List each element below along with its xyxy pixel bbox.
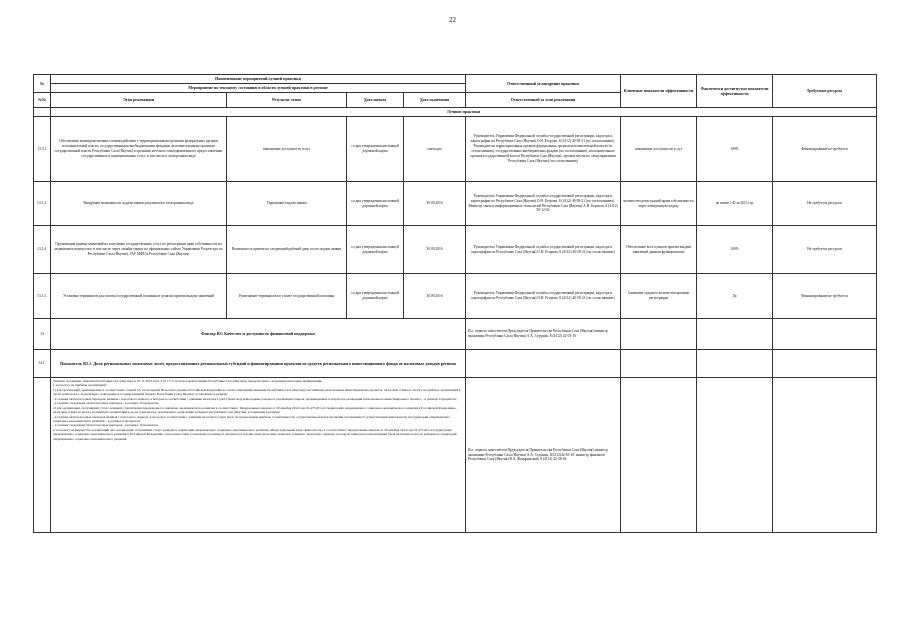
- text-block-row: [34, 378, 877, 533]
- row-stage: Обеспечение межведомственного взаимодействия с территориальными органами федеральных органов исполнительной власти, государственными внебюджетными фондами, исполнительными органами государственной власти Республики Саха (Якутия) и органами местного самоуправления по предоставлению государственных и муниципальных услуг, в том числе в электронном виде: [51, 117, 227, 182]
- row-stage: Организация приема заявлений на получение государственных услуг по регистрации прав собственности на недвижимое имущество, в том числе через онлайн-сервис на официальных сайтах Управления Росреестра по Республике Саха (Якутия), ГАУ МФЦ в Республике Саха (Якутия): [51, 226, 227, 274]
- row-responsible: Руководитель Управления Федеральной службы государственной регистрации, кадастра и картографии по Республике Саха (Якутия) О.Н. Егорова, 8 (4112) 40-58-21 (по согласованию): [466, 226, 621, 274]
- tax-preferences-text: Текущее положение: Законом Республики Саха (Якутия) от 07.11.2013 1221-З № 17-V «О налоговой политике Республики Саха (Якутия)» предусмотрено следующие налоговые преференции: 1. по налогу на прибыль организаций: 1) для организаций, признаваемых в соответствии с главой 3.5 части первой Налогового кодекса Российской Федерации и соответствующими законами Республики Саха (Якутия) участниками региональных инвестиционных проектов, налоговая ставка по налогу на прибыль организаций в части сумм налога, подлежащего зачислению в государственный бюджет Республики Саха (Якутия), установлена в размере: - в течение пяти налоговых периодов, начиная с налогового периода, в котором в соответствии с данными налогового учета были получены первые доходы от реализации товаров, произведенных в результате реализации регионального инвестиционного проекта, - в размере 0 процентов; - в течение следующих пяти налоговых периодов - в размере 10 процентов; 2) для организаций, получивших статус резидента территории опережающего социально-экономического развития в соответствии с Федеральным законом от 29 декабря 2014 года № 473-ФЗ «О территориях опережающего социально-экономического развития в Российской Федерации», налоговая ставка по налогу на прибыль организаций в части сумм налога, подлежащего зачислению в бюджет Республики Саха (Якутия), установлена в размере: - в течение пяти налоговых периодов начиная с налогового периода, в котором в соответствии с данными налогового учета была получена первая прибыль от деятельности, осуществляемой при исполнении соглашений об осуществлении деятельности на территории опережающего социально-экономического развития, - в размере 0 процентов; - в течение следующих пяти налоговых периодов - в размере 10 процентов. 2. по налогу на имущество организаций для организаций, получивших статус резидента территории опережающего социально-экономического развития «Индустриальный парк «Кангалассы» в соответствии с Федеральным законом от 29 декабря 2014 года № 473-ФЗ «О территориях опережающего социально-экономического развития в Российской Федерации», налоговая ставка установлена в размере 0 процентов в течение пяти налоговых периодов, начиная с налогового периода, в котором такие налогоплательщики были включены в реестр резидентов территорий опережающего социально-экономического развития.: [51, 378, 466, 533]
- row-key: количество регистраций права собственности через электронную подачу: [621, 182, 697, 226]
- row-end: ежегодно: [404, 117, 466, 182]
- measure-title-header: Мероприятие по текущему состоянию в области лучшей практики в регионе: [51, 84, 466, 93]
- row-resources: Не требуется ресурсов: [773, 182, 877, 226]
- table-row: [34, 226, 877, 274]
- best-practice-row: [34, 108, 877, 117]
- row-resources: Финансирование не требуется: [773, 274, 877, 319]
- factor-responsible: И.о. первого заместителя Председателя Правительства Республики Саха (Якутия)-министр экономики Республики Саха (Якутия) А.А. Струнин, 8 (4112) 42-03-10: [466, 319, 621, 350]
- row-responsible: Руководитель Управления Федеральной службы государственной регистрации, кадастра и картографии по Республике Саха (Якутия) О.Н. Егорова, 8 (4112) 40-58-21 (по согласованию), Министр связи и информационных технологий Республики Саха (Якутия) А.Н. Борисов, 8 (4112) 50-12-02: [466, 182, 621, 226]
- best-practices-table: [33, 74, 877, 533]
- best-practice-label: Лучшие практики: [51, 108, 877, 117]
- row-stage: Внедрение возможности подачи заявки документов в электронном виде: [51, 182, 227, 226]
- num-symbol-header: №: [34, 75, 51, 93]
- row-key: Обеспечение всех пунктов приема-выдачи заявлений данным функционалом: [621, 226, 697, 274]
- row-start: со дня утверждения настоящей дорожной карты: [347, 117, 404, 182]
- row-actual: Да: [697, 274, 773, 319]
- row-responsible: Руководитель Управления Федеральной службы государственной регистрации, кадастра и картографии по Республике Саха (Якутия) О.Н. Егорова, 8 (4112) 40-58-21 (по согласованию), Руководители территориальных органов федеральных органов исполнительной власти (по согласованию), государственных внебюджетных фондов (по согласованию), исполнительных органов государственной власти Республики Саха (Якутия), органов местного самоуправления Республики Саха (Якутия) (по согласованию): [466, 117, 621, 182]
- page-number: 22: [449, 16, 456, 24]
- row-end: 30.09.2016: [404, 182, 466, 226]
- table-row: [34, 274, 877, 319]
- row-key: Снижение среднего количества времени регистрации: [621, 274, 697, 319]
- row-num: 13.3.5.: [34, 274, 51, 319]
- row-resources: Финансирование не требуется: [773, 117, 877, 182]
- row-end: 30.09.2016: [404, 274, 466, 319]
- actual-indicator-header: Фактически достигнутые показатели эффективности: [697, 75, 773, 108]
- row-num: 13.3.1: [34, 117, 51, 182]
- factor-row: [34, 319, 877, 350]
- factor-title: Фактор В3: Качество и доступность финансовой поддержки: [51, 319, 466, 350]
- row-result: Возможность приема на следующий рабочий день после подачи заявки: [227, 226, 347, 274]
- indicator-row: [34, 350, 877, 378]
- row-key: повышение доступности услуг: [621, 117, 697, 182]
- row-start: со дня утверждения настоящей дорожной карты: [347, 182, 404, 226]
- row-num: 13.3.2.: [34, 182, 51, 226]
- table-row: [34, 182, 877, 226]
- row-end: 30.09.2016: [404, 226, 466, 274]
- row-result: повышение доступности услуг: [227, 117, 347, 182]
- row-responsible: Руководитель Управления Федеральной службы государственной регистрации, кадастра и картографии по Республике Саха (Якутия) О.Н. Егорова, 8 (4112) 40-58-21 (по согласованию): [466, 274, 621, 319]
- table-row: [34, 117, 877, 182]
- header-row-1: [34, 75, 877, 84]
- row-resources: Не требуется ресурсов: [773, 226, 877, 274]
- date-end-header: Дата окончания: [404, 93, 466, 108]
- text-block-responsible: И.о. первого заместителя Председателя Правительства Республики Саха (Якутия)-министр экономики Республики Саха (Якутия) А.А. Струнин, 8(4112)42-03-10, министр финансов Республики Саха (Якутия) В.А. Жендринский, 8 (4112) 42-36-84: [466, 378, 621, 533]
- resources-header: Требуемые ресурсы: [773, 75, 877, 108]
- row-stage: Установка терминалов для оплаты государственной пошлины в пунктах приема выдачи заявлений: [51, 274, 227, 319]
- row-start: со дня утверждения настоящей дорожной карты: [347, 274, 404, 319]
- row-actual: 100%: [697, 226, 773, 274]
- row-actual: 100%: [697, 117, 773, 182]
- row-num-header: №№: [34, 93, 51, 108]
- key-indicator-header: Ключевые показатели эффективности: [621, 75, 697, 108]
- row-start: со дня утверждения настоящей дорожной карты: [347, 226, 404, 274]
- responsible-title-header: Ответственный за внедрение практики: [466, 75, 621, 93]
- row-num: 13.2.4.: [34, 226, 51, 274]
- name-title-header: Наименование мероприятий/лучшей практики: [51, 75, 466, 84]
- indicator-title: Показатель В3.1. Доля региональных налоговых льгот, предоставленных региональных субсидий и финансирования проектов из средств регионального инвестиционного фонда от налоговых доходов региона: [51, 350, 466, 378]
- indicator-num: 14.1.: [34, 350, 51, 378]
- row-result: Размещение терминалов по уплате государственной пошлины: [227, 274, 347, 319]
- row-result: Упрощение подачи заявки: [227, 182, 347, 226]
- date-start-header: Дата начала: [347, 93, 404, 108]
- factor-num: 14: [34, 319, 51, 350]
- stage-responsible-header: Ответственный за этап реализации: [466, 93, 621, 108]
- stage-result-header: Результат этапа: [227, 93, 347, 108]
- stage-realized-header: Этап реализации: [51, 93, 227, 108]
- row-actual: не менее 140 за 2015 год: [697, 182, 773, 226]
